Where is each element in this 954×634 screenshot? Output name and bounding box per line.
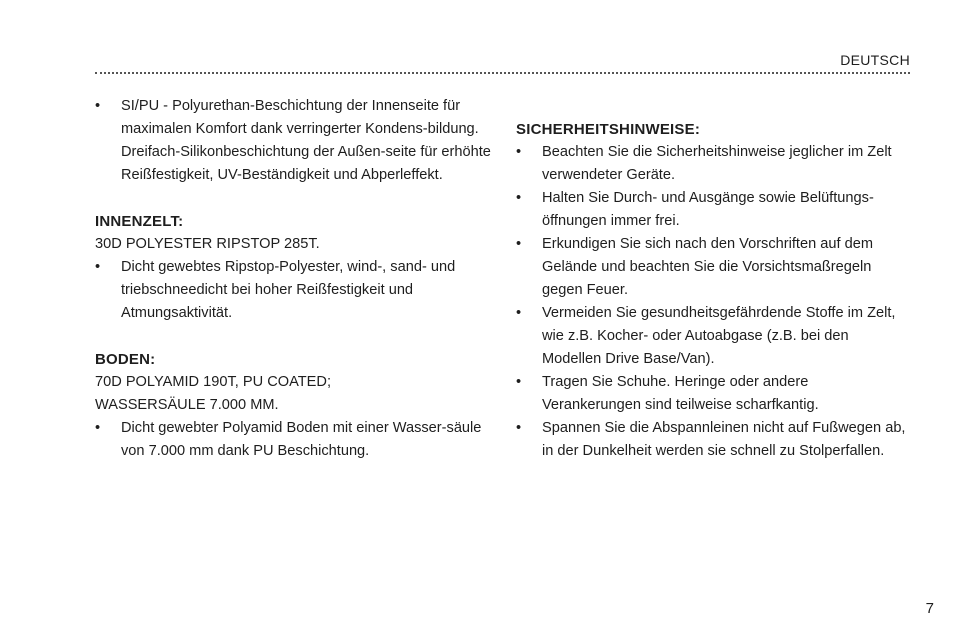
spacer (95, 187, 495, 210)
list-item: • Spannen Sie die Abspannleinen nicht auf Fußwegen ab, in der Dunkelheit werden sie schnell zu Stolperfallen. (516, 417, 911, 463)
dotted-divider (95, 72, 910, 74)
page-number: 7 (925, 600, 934, 617)
page-header-language: DEUTSCH (840, 52, 910, 68)
list-item: • Vermeiden Sie gesundheitsgefährdende Stoffe im Zelt, wie z.B. Kocher- oder Autoabgase (z.B. bei den Modellen Drive Base/Van). (516, 302, 911, 371)
safety-heading: SICHERHEITSHINWEISE: (516, 121, 701, 138)
list-item: • SI/PU - Polyurethan-Beschichtung der Innenseite für maximalen Komfort dank verringerter Kondens-bildung. Dreifach-Silikonbeschichtung der Außen-seite für erhöhte Reißfestigkeit, UV-Beständigkeit und Abperleffekt. (95, 95, 495, 187)
left-column (95, 95, 495, 463)
list-item: • Erkundigen Sie sich nach den Vorschriften auf dem Gelände und beachten Sie die Vorsichtsmaßregeln gegen Feuer. (516, 233, 911, 302)
list-item: • Tragen Sie Schuhe. Heringe oder andere Verankerungen sind teilweise scharfkantig. (516, 371, 911, 417)
innenzelt-heading: INNENZELT: (95, 213, 184, 230)
list-item: • Beachten Sie die Sicherheitshinweise jeglicher im Zelt verwendeter Geräte. (516, 141, 911, 187)
boden-heading: BODEN: (95, 351, 156, 368)
boden-bullet-list (95, 417, 495, 463)
innenzelt-spec: 30D POLYESTER RIPSTOP 285T. (95, 236, 320, 252)
list-item: • Halten Sie Durch- und Ausgänge sowie Belüftungs-öffnungen immer frei. (516, 187, 911, 233)
safety-bullet-list (516, 141, 911, 463)
intro-bullet-list (95, 95, 495, 187)
right-column (516, 118, 911, 463)
list-item: • Dicht gewebtes Ripstop-Polyester, wind-, sand- und triebschneedicht bei hoher Reißfestigkeit und Atmungsaktivität. (95, 256, 495, 325)
list-item: • Dicht gewebter Polyamid Boden mit einer Wasser-säule von 7.000 mm dank PU Beschichtung. (95, 417, 495, 463)
innenzelt-bullet-list (95, 256, 495, 325)
boden-spec-line-2: WASSERSÄULE 7.000 MM. (95, 397, 279, 413)
boden-spec-line-1: 70D POLYAMID 190T, PU COATED; (95, 374, 331, 390)
spacer (95, 325, 495, 348)
